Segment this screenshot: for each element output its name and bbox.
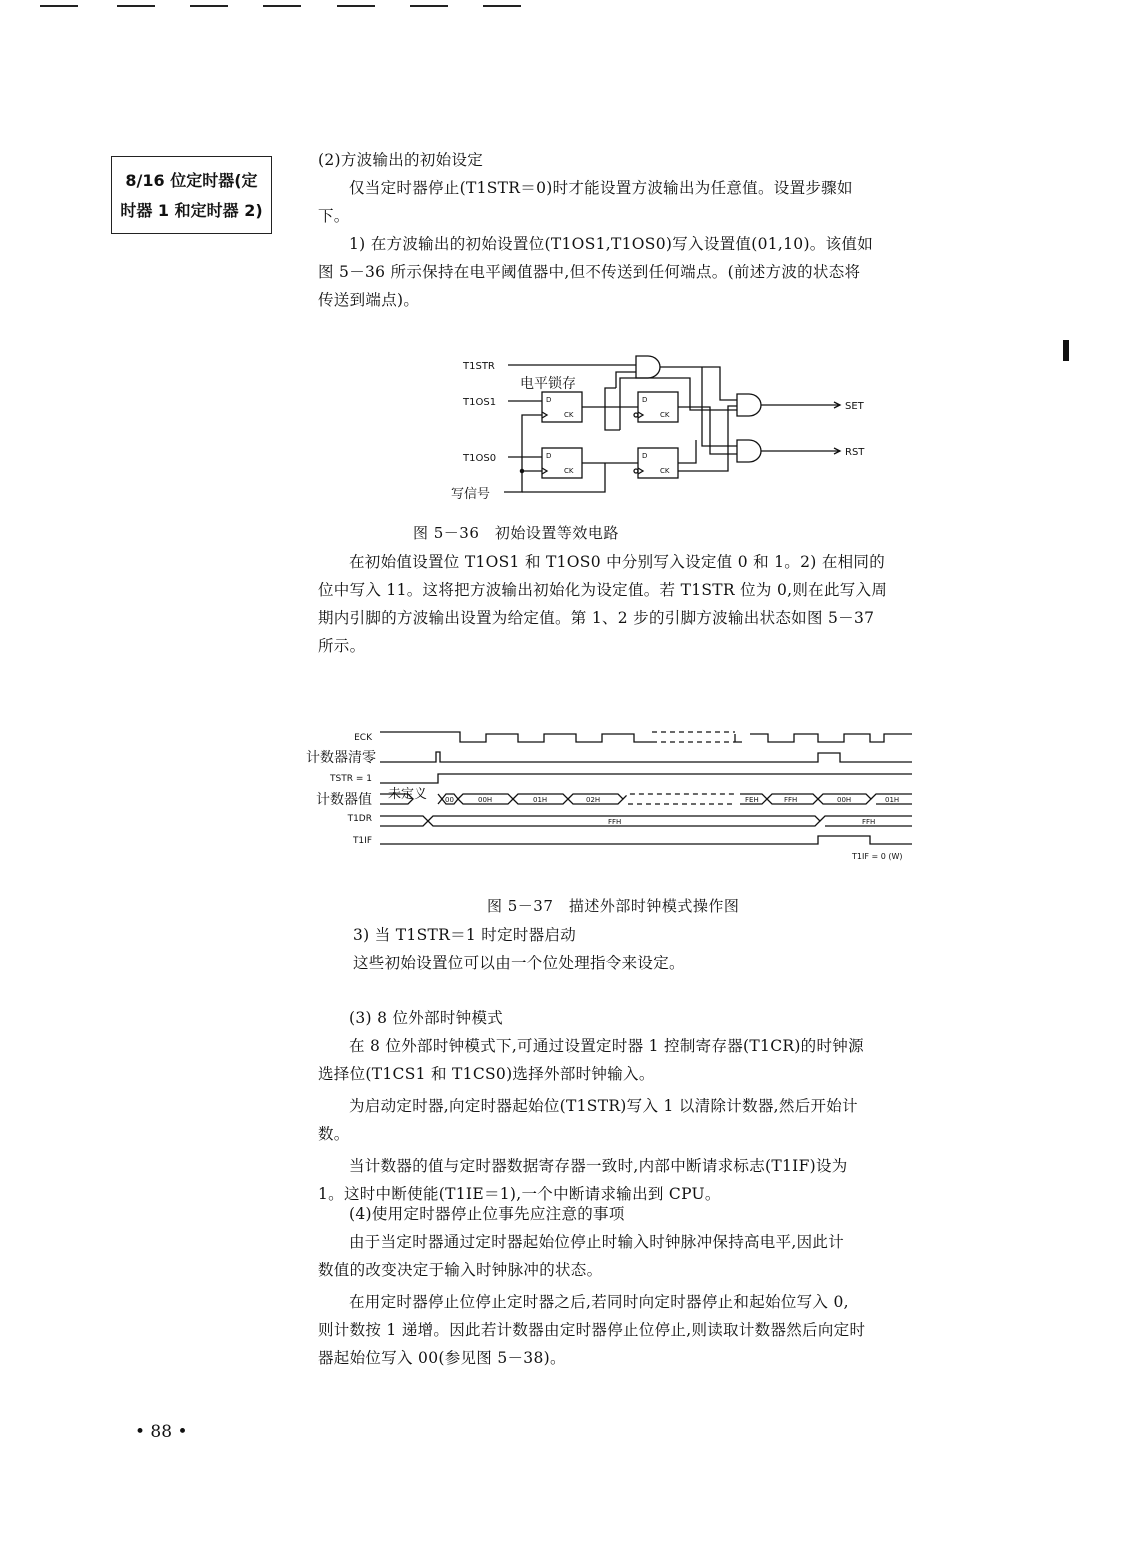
clock-marker	[542, 468, 547, 474]
clear-wave	[380, 752, 912, 762]
section3-p1-l1: 在 8 位外部时钟模式下,可通过设置定时器 1 控制寄存器(T1CR)的时钟源	[349, 1037, 864, 1055]
t1dr-ffh	[428, 816, 820, 826]
signal-tstr: TSTR = 1	[330, 774, 372, 784]
bus-01h-b-label: 01H	[885, 796, 900, 804]
step1-l1: 1) 在方波输出的初始设置位(T1OS1,T1OS0)写入设置值(01,10)。该值如	[349, 235, 873, 253]
wire-and-in	[616, 372, 636, 388]
latch-1a-d: D	[546, 396, 552, 404]
clock-marker	[542, 412, 547, 418]
top-rule-3	[190, 5, 228, 7]
after36-l3: 期内引脚的方波输出设置为给定值。第 1、2 步的引脚方波输出状态如图 5－37	[318, 609, 875, 627]
figure-5-37-timing	[280, 722, 930, 872]
and-gate-set	[737, 394, 761, 416]
margin-bar	[1063, 340, 1069, 361]
bus-feh-label: FEH	[745, 796, 759, 804]
label-t1os1: T1OS1	[463, 397, 497, 408]
section3-p1-l2: 选择位(T1CS1 和 T1CS0)选择外部时钟输入。	[318, 1065, 655, 1083]
label-level-latch: 电平锁存	[520, 376, 576, 392]
signal-eck: ECK	[354, 733, 372, 743]
after36-l2: 位中写入 11。这将把方波输出初始化为设定值。若 T1STR 位为 0,则在此写入周	[318, 581, 888, 599]
wire-and-out-1	[660, 367, 737, 400]
latch-2b-ck: CK	[660, 467, 670, 475]
signal-counter-clear: 计数器清零	[306, 750, 376, 766]
wire-q1b	[582, 463, 638, 482]
inversion-bubble	[634, 413, 638, 417]
wire-write	[504, 415, 542, 492]
inversion-bubble	[634, 469, 638, 473]
and-gate-top	[636, 356, 660, 378]
step1-l2: 图 5－36 所示保持在电平阈值器中,但不传送到任何端点。(前述方波的状态将	[318, 263, 861, 281]
after36-l4: 所示。	[318, 637, 366, 655]
tstr-wave	[380, 774, 912, 783]
label-rst: RST	[845, 447, 865, 458]
section2-intro-l2: 下。	[318, 207, 350, 225]
section4-p1-l2: 数值的改变决定于输入时钟脉冲的状态。	[318, 1261, 603, 1279]
wire-q2b	[678, 406, 737, 471]
bus-ffh-label: FFH	[784, 796, 798, 804]
section2-heading: (2)方波输出的初始设定	[318, 151, 484, 169]
section2-block	[318, 146, 950, 314]
bus-00h-b-label: 00H	[837, 796, 852, 804]
section4-p2-l2: 则计数按 1 递增。因此若计数器由定时器停止位停止,则读取计数器然后向定时	[318, 1321, 866, 1339]
latch-1a-ck: CK	[564, 411, 574, 419]
clock-marker	[638, 468, 643, 474]
latch-2a-ck: CK	[660, 411, 670, 419]
wire-return	[522, 482, 605, 492]
signal-counter-value: 计数器值	[316, 792, 372, 808]
latch-2a-d: D	[642, 396, 648, 404]
side-label-line2: 时器 1 和定时器 2)	[120, 201, 263, 220]
t1if-note: T1IF = 0 (W)	[852, 852, 903, 861]
eck-wave-b	[735, 734, 912, 742]
section4-p2-l1: 在用定时器停止位停止定时器之后,若同时向定时器停止和起始位写入 0,	[349, 1293, 849, 1311]
after37-l2: 这些初始设置位可以由一个位处理指令来设定。	[353, 954, 685, 972]
latch-1b-ck: CK	[564, 467, 574, 475]
section2-intro-l1: 仅当定时器停止(T1STR＝0)时才能设置方波输出为任意值。设置步骤如	[349, 179, 853, 197]
section4-p2-l3: 器起始位写入 00(参见图 5－38)。	[318, 1349, 566, 1367]
after36-block	[318, 548, 950, 660]
section3-p2-l2: 数。	[318, 1125, 350, 1143]
section3-p2-l1: 为启动定时器,向定时器起始位(T1STR)写入 1 以清除计数器,然后开始计	[349, 1097, 858, 1115]
bus-01h-label: 01H	[533, 796, 548, 804]
section4-heading: (4)使用定时器停止位事先应注意的事项	[349, 1205, 625, 1223]
top-rule-1	[40, 5, 78, 7]
bus-gap	[623, 794, 735, 804]
section-side-label	[111, 156, 272, 234]
bus-00-label: 00	[445, 796, 454, 804]
figure-5-36-caption: 图 5－36 初始设置等效电路	[413, 524, 619, 542]
label-write-signal: 写信号	[451, 487, 491, 502]
top-rule-2	[117, 5, 155, 7]
clock-marker	[638, 412, 643, 418]
after36-l1: 在初始值设置位 T1OS1 和 T1OS0 中分别写入设定值 0 和 1。2) 在相同的	[349, 553, 886, 571]
label-t1str: T1STR	[463, 361, 495, 372]
section3-p3-l1: 当计数器的值与定时器数据寄存器一致时,内部中断请求标志(T1IF)设为	[349, 1157, 848, 1175]
figure-5-37-caption: 图 5－37 描述外部时钟模式操作图	[487, 897, 740, 915]
after37-l1: 3) 当 T1STR＝1 时定时器启动	[353, 926, 577, 944]
section3-p3-l2: 1。这时中断使能(T1IE＝1),一个中断请求输出到 CPU。	[318, 1185, 721, 1203]
eck-wave-a	[380, 732, 652, 742]
signal-t1dr: T1DR	[347, 814, 372, 824]
section4-block	[318, 1200, 950, 1372]
wire-q1a	[582, 388, 638, 430]
bus-02h-label: 02H	[586, 796, 601, 804]
figure-5-36-circuit	[440, 350, 880, 510]
t1dr-ffh-b-label: FFH	[862, 818, 876, 826]
bus-00h-label: 00H	[478, 796, 493, 804]
label-set: SET	[845, 401, 864, 412]
step1-l3: 传送到端点)。	[318, 291, 420, 309]
page-number: • 88 •	[135, 1422, 188, 1442]
after37-block	[353, 921, 953, 977]
t1if-wave	[380, 836, 912, 844]
junction	[520, 469, 523, 472]
label-t1os0: T1OS0	[463, 453, 497, 464]
latch-1b-d: D	[546, 452, 552, 460]
and-gate-rst	[737, 440, 761, 462]
side-label-line1: 8/16 位定时器(定	[125, 171, 258, 190]
top-rule-4	[263, 5, 301, 7]
section4-p1-l1: 由于当定时器通过定时器起始位停止时输入时钟脉冲保持高电平,因此计	[349, 1233, 845, 1251]
latch-2b-d: D	[642, 452, 648, 460]
top-rule-6	[410, 5, 448, 7]
t1dr-ffh-label: FFH	[608, 818, 622, 826]
t1dr-before	[380, 816, 428, 826]
section3-block	[318, 1004, 950, 1208]
top-rule-7	[483, 5, 521, 7]
signal-t1if: T1IF	[352, 836, 372, 846]
section3-heading: (3) 8 位外部时钟模式	[349, 1009, 504, 1027]
bus-undefined-label: 未定义	[388, 787, 428, 802]
top-rule-5	[337, 5, 375, 7]
